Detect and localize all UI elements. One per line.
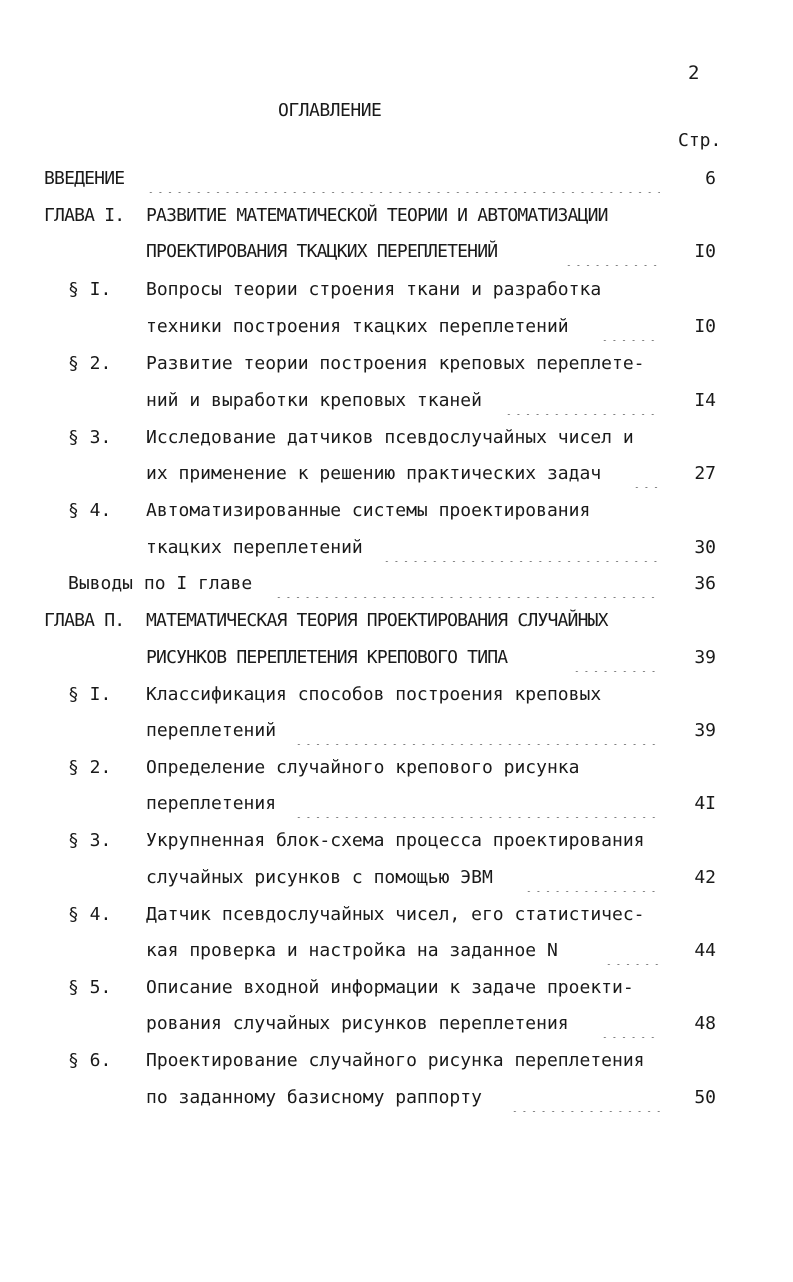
toc-entry-page: 39: [694, 720, 716, 741]
toc-entry-section-1-3: [44, 424, 716, 452]
toc-entry-line: Классификация способов построения креповых: [146, 684, 602, 705]
toc-entry-line: переплетений: [146, 720, 277, 741]
toc-entry-line: Определение случайного крепового рисунка: [146, 757, 580, 778]
toc-entry-section-1-4-cont: [44, 534, 716, 562]
toc-entry-label: § 2.: [68, 353, 112, 374]
toc-entry-page: 4I: [694, 793, 716, 814]
toc-entry-introduction: [44, 165, 716, 193]
toc-entry-page: 30: [694, 537, 716, 558]
toc-entry-conclusions-1: [44, 570, 716, 598]
page-column-label: Стр.: [678, 130, 722, 151]
toc-entry-section-2-3-cont: [44, 864, 716, 892]
toc-entry-line: ПРОЕКТИРОВАНИЯ ТКАЦКИХ ПЕРЕПЛЕТЕНИЙ: [146, 241, 498, 262]
toc-entry-section-2-6-cont: [44, 1084, 716, 1112]
toc-entry-label: ВВЕДЕНИЕ: [44, 168, 125, 189]
toc-entry-line: их применение к решению практических задач: [146, 463, 602, 484]
toc-entry-line: переплетения: [146, 793, 277, 814]
toc-entry-label: § 4.: [68, 904, 112, 925]
toc-entry-page: 48: [694, 1013, 716, 1034]
toc-entry-section-1-2-cont: [44, 387, 716, 415]
toc-entry-page: 39: [694, 647, 716, 668]
toc-entry-label: § 3.: [68, 830, 112, 851]
toc-entry-section-2-5: [44, 974, 716, 1002]
toc-entry-section-1-2: [44, 350, 716, 378]
toc-entry-section-2-3: [44, 827, 716, 855]
leader-dots: [510, 1084, 660, 1112]
toc-entry-chapter-1-cont: [44, 238, 716, 266]
toc-entry-line: Проектирование случайного рисунка переплетения: [146, 1050, 645, 1071]
toc-entry-line: рования случайных рисунков переплетения: [146, 1013, 569, 1034]
toc-entry-label: ГЛАВА П.: [44, 610, 125, 631]
toc-entry-section-1-4: [44, 497, 716, 525]
toc-entry-label: § 2.: [68, 757, 112, 778]
toc-entry-page: 36: [694, 573, 716, 594]
toc-entry-page: I0: [694, 241, 716, 262]
toc-entry-line: кая проверка и настройка на заданное N: [146, 940, 558, 961]
toc-entry-label: § I.: [68, 684, 112, 705]
toc-entry-section-2-4-cont: [44, 937, 716, 965]
toc-entry-section-2-6: [44, 1047, 716, 1075]
toc-entry-page: 27: [694, 463, 716, 484]
toc-entry-page: 6: [705, 168, 716, 189]
leader-dots: [524, 864, 660, 892]
toc-entry-section-2-5-cont: [44, 1010, 716, 1038]
page-number: 2: [688, 62, 700, 84]
toc-entry-line: случайных рисунков с помощью ЭВМ: [146, 867, 493, 888]
leader-dots: [572, 644, 660, 672]
leader-dots: [274, 570, 660, 598]
toc-entry-label: § 3.: [68, 427, 112, 448]
toc-entry-line: техники построения ткацких переплетений: [146, 316, 569, 337]
toc-entry-line: Автоматизированные системы проектирования: [146, 500, 591, 521]
toc-entry-page: 42: [694, 867, 716, 888]
toc-entry-chapter-2-cont: [44, 644, 716, 672]
toc-entry-section-1-1-cont: [44, 313, 716, 341]
toc-entry-line: ткацких переплетений: [146, 537, 363, 558]
toc-entry-label: ГЛАВА I.: [44, 205, 125, 226]
toc-entry-section-2-2: [44, 754, 716, 782]
toc-entry-section-2-1: [44, 681, 716, 709]
toc-entry-chapter-1: [44, 202, 716, 230]
toc-entry-line: Укрупненная блок-схема процесса проектирования: [146, 830, 645, 851]
toc-entry-line: Описание входной информации к задаче проекти-: [146, 977, 634, 998]
leader-dots: [294, 790, 660, 818]
toc-entry-label: § I.: [68, 279, 112, 300]
leader-dots: [604, 937, 660, 965]
leader-dots: [600, 313, 660, 341]
toc-entry-line: РИСУНКОВ ПЕРЕПЛЕТЕНИЯ КРЕПОВОГО ТИПА: [146, 647, 508, 668]
toc-entry-line: Вопросы теории строения ткани и разработка: [146, 279, 602, 300]
leader-dots: [600, 1010, 660, 1038]
toc-entry-page: 44: [694, 940, 716, 961]
toc-entry-line: ний и выработки креповых тканей: [146, 390, 482, 411]
toc-entry-line: Датчик псевдослучайных чисел, его статистичес-: [146, 904, 645, 925]
toc-entry-page: I0: [694, 316, 716, 337]
toc-entry-label: § 5.: [68, 977, 112, 998]
leader-dots: [504, 387, 660, 415]
toc-entry-section-1-3-cont: [44, 460, 716, 488]
toc-entry-label: § 6.: [68, 1050, 112, 1071]
leader-dots: [564, 238, 660, 266]
toc-entry-section-2-1-cont: [44, 717, 716, 745]
leader-dots: [146, 165, 660, 193]
toc-entry-line: Исследование датчиков псевдослучайных чисел и: [146, 427, 634, 448]
toc-entry-label: Выводы по I главе: [68, 573, 253, 594]
toc-entry-chapter-2: [44, 607, 716, 635]
toc-entry-line: по заданному базисному раппорту: [146, 1087, 482, 1108]
leader-dots: [382, 534, 660, 562]
toc-entry-section-2-2-cont: [44, 790, 716, 818]
toc-entry-line: РАЗВИТИЕ МАТЕМАТИЧЕСКОЙ ТЕОРИИ И АВТОМАТИЗАЦИИ: [146, 205, 608, 226]
toc-entry-label: § 4.: [68, 500, 112, 521]
toc-entry-page: I4: [694, 390, 716, 411]
toc-entry-line: МАТЕМАТИЧЕСКАЯ ТЕОРИЯ ПРОЕКТИРОВАНИЯ СЛУЧАЙНЫХ: [146, 610, 608, 631]
toc-entry-line: Развитие теории построения креповых переплете-: [146, 353, 645, 374]
page-title: ОГЛАВЛЕНИЕ: [278, 100, 382, 121]
toc-entry-page: 50: [694, 1087, 716, 1108]
toc-entry-section-1-1: [44, 276, 716, 304]
toc-entry-section-2-4: [44, 901, 716, 929]
leader-dots: [294, 717, 660, 745]
